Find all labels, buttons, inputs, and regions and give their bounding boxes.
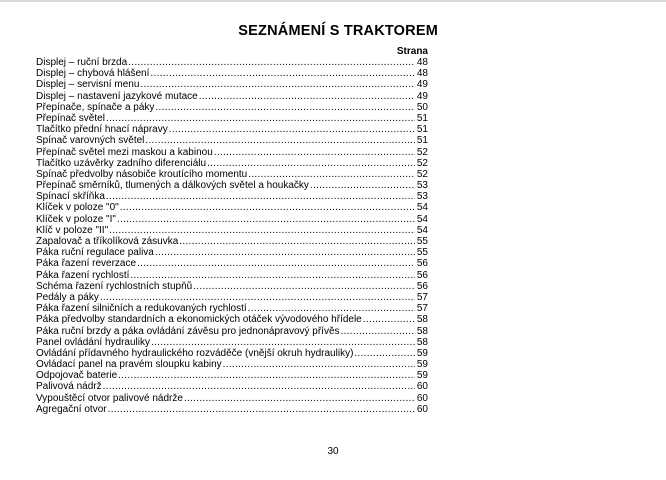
toc-leader-dots xyxy=(363,314,415,325)
toc-entry xyxy=(36,381,428,392)
toc-entry-page: 60 xyxy=(416,381,428,393)
toc-entry-label: Klíček v poloze "I" xyxy=(36,213,116,225)
toc-leader-dots xyxy=(248,169,415,180)
toc-entry-page: 56 xyxy=(416,280,428,292)
toc-entry xyxy=(36,158,428,169)
toc-entry xyxy=(36,79,428,90)
toc-entry-page: 48 xyxy=(416,57,428,68)
toc-entry xyxy=(36,113,428,124)
toc-entry xyxy=(36,258,428,269)
page-title: SEZNÁMENÍ S TRAKTOREM xyxy=(238,23,438,39)
toc-entry xyxy=(36,191,428,202)
toc-entry-page: 54 xyxy=(416,224,428,236)
toc-entry-page: 58 xyxy=(416,336,428,348)
toc-entry-label: Klíček v poloze "0" xyxy=(36,202,119,214)
toc-entry-page: 56 xyxy=(416,258,428,270)
toc-leader-dots xyxy=(106,191,415,202)
toc-entry-page: 54 xyxy=(416,202,428,214)
toc-leader-dots xyxy=(103,381,415,392)
toc-entry-page: 53 xyxy=(416,191,428,203)
toc-leader-dots xyxy=(207,158,415,169)
toc-leader-dots xyxy=(179,236,415,247)
toc-leader-dots xyxy=(118,370,415,381)
toc-entry xyxy=(36,404,428,415)
toc-leader-dots xyxy=(117,214,415,225)
toc-entry-label: Přepínač světel xyxy=(36,112,105,124)
toc-entry-page: 52 xyxy=(416,168,428,180)
toc-entry xyxy=(36,180,428,191)
toc-leader-dots xyxy=(214,147,415,158)
toc-entry-label: Přepínač směrníků, tlumených a dálkových světel a houkačky xyxy=(36,180,309,192)
toc-entry xyxy=(36,102,428,113)
toc-entry-page: 58 xyxy=(416,314,428,326)
toc-leader-dots xyxy=(199,91,415,102)
toc-entry-label: Páka řazení rychlostí xyxy=(36,269,130,281)
toc-entry-label: Schéma řazení rychlostních stupňů xyxy=(36,280,193,292)
toc-leader-dots xyxy=(130,270,415,281)
toc-entry xyxy=(36,303,428,314)
table-of-contents xyxy=(36,57,428,415)
toc-entry-label: Páka ruční brzdy a páka ovládání závěsu pro jednonápravový přívěs xyxy=(36,325,340,337)
toc-entry-label: Zapalovač a tříkolíková zásuvka xyxy=(36,236,179,247)
toc-entry-page: 49 xyxy=(416,90,428,102)
toc-entry-label: Tlačítko přední hnací nápravy xyxy=(36,124,168,136)
toc-entry xyxy=(36,337,428,348)
toc-entry xyxy=(36,214,428,225)
toc-entry xyxy=(36,292,428,303)
toc-entry-page: 53 xyxy=(416,180,428,192)
column-header-strana: Strana xyxy=(396,46,428,57)
toc-entry-label: Pedály a páky xyxy=(36,291,99,303)
toc-entry xyxy=(36,135,428,146)
toc-entry xyxy=(36,348,428,359)
toc-leader-dots xyxy=(155,247,415,258)
toc-entry xyxy=(36,359,428,370)
toc-leader-dots xyxy=(137,258,415,269)
toc-entry-page: 55 xyxy=(416,247,428,259)
toc-entry-label: Agregační otvor xyxy=(36,403,107,415)
toc-entry-page: 60 xyxy=(416,392,428,404)
toc-leader-dots xyxy=(184,393,415,404)
toc-leader-dots xyxy=(120,202,415,213)
toc-entry-label: Přepínač světel mezi maskou a kabinou xyxy=(36,146,213,158)
toc-leader-dots xyxy=(140,79,415,90)
toc-entry-page: 54 xyxy=(416,213,428,225)
toc-entry-page: 59 xyxy=(416,370,428,382)
toc-entry xyxy=(36,225,428,236)
toc-entry xyxy=(36,270,428,281)
toc-entry-page: 59 xyxy=(416,347,428,359)
toc-entry-page: 57 xyxy=(416,291,428,303)
toc-entry xyxy=(36,281,428,292)
toc-entry xyxy=(36,68,428,79)
toc-leader-dots xyxy=(109,225,415,236)
toc-entry-page: 52 xyxy=(416,146,428,158)
toc-leader-dots xyxy=(193,281,415,292)
toc-entry-page: 59 xyxy=(416,359,428,371)
toc-leader-dots xyxy=(108,404,415,415)
toc-entry xyxy=(36,124,428,135)
toc-entry-page: 51 xyxy=(416,135,428,147)
toc-leader-dots xyxy=(341,326,415,337)
toc-entry-label: Spínací skříňka xyxy=(36,191,105,203)
toc-leader-dots xyxy=(128,57,415,68)
toc-entry-page: 58 xyxy=(416,325,428,337)
toc-leader-dots xyxy=(248,303,415,314)
toc-entry-label: Páka řazení silničních a redukovaných rychlostí xyxy=(36,303,247,315)
toc-entry xyxy=(36,169,428,180)
toc-entry-label: Páka řazení reverzace xyxy=(36,258,137,270)
toc-leader-dots xyxy=(151,337,415,348)
toc-entry-page: 60 xyxy=(416,403,428,415)
toc-entry xyxy=(36,147,428,158)
toc-leader-dots xyxy=(100,292,415,303)
toc-leader-dots xyxy=(145,135,415,146)
toc-entry-label: Odpojovač baterie xyxy=(36,370,118,382)
toc-entry-label: Ovládání přídavného hydraulického rozváděče (vnější okruh hydrauliky) xyxy=(36,347,354,359)
toc-entry xyxy=(36,91,428,102)
toc-leader-dots xyxy=(150,68,415,79)
toc-entry xyxy=(36,57,428,68)
toc-entry-label: Displej – ruční brzda xyxy=(36,57,128,68)
toc-entry-page: 52 xyxy=(416,157,428,169)
toc-entry-label: Tlačítko uzávěrky zadního diferenciálu xyxy=(36,157,207,169)
toc-entry-page: 50 xyxy=(416,101,428,113)
toc-leader-dots xyxy=(354,348,415,359)
toc-entry xyxy=(36,314,428,325)
toc-entry-label: Panel ovládání hydrauliky xyxy=(36,336,150,348)
toc-entry xyxy=(36,247,428,258)
toc-entry-page: 48 xyxy=(416,68,428,80)
toc-entry-page: 55 xyxy=(416,236,428,247)
toc-leader-dots xyxy=(106,113,415,124)
toc-entry-label: Displej – chybová hlášení xyxy=(36,68,150,80)
toc-entry-label: Klíč v poloze "II" xyxy=(36,224,109,236)
toc-entry xyxy=(36,236,428,247)
toc-entry xyxy=(36,202,428,213)
toc-entry-label: Spínač varovných světel xyxy=(36,135,145,147)
toc-entry-label: Displej – servisní menu xyxy=(36,79,140,91)
toc-entry-label: Ovládací panel na pravém sloupku kabiny xyxy=(36,359,222,371)
toc-entry-label: Palivová nádrž xyxy=(36,381,102,393)
toc-entry-label: Páka ruční regulace paliva xyxy=(36,247,154,259)
toc-entry-page: 57 xyxy=(416,303,428,315)
toc-entry xyxy=(36,393,428,404)
toc-leader-dots xyxy=(223,359,415,370)
toc-leader-dots xyxy=(169,124,415,135)
toc-entry xyxy=(36,326,428,337)
toc-entry-page: 56 xyxy=(416,269,428,281)
toc-entry-page: 51 xyxy=(416,112,428,124)
toc-entry-label: Displej – nastavení jazykové mutace xyxy=(36,90,198,102)
toc-entry-label: Vypouštěcí otvor palivové nádrže xyxy=(36,392,183,404)
toc-entry-label: Spínač předvolby násobiče kroutícího momentu xyxy=(36,168,248,180)
toc-entry-page: 51 xyxy=(416,124,428,136)
toc-entry-page: 49 xyxy=(416,79,428,91)
toc-entry-label: Přepínače, spínače a páky xyxy=(36,101,155,113)
top-rule xyxy=(0,0,666,2)
toc-entry-label: Páka předvolby standardních a ekonomických otáček vývodového hřídele xyxy=(36,314,362,326)
toc-entry xyxy=(36,370,428,381)
toc-leader-dots xyxy=(155,102,415,113)
toc-leader-dots xyxy=(310,180,415,191)
page-number: 30 xyxy=(327,446,339,457)
